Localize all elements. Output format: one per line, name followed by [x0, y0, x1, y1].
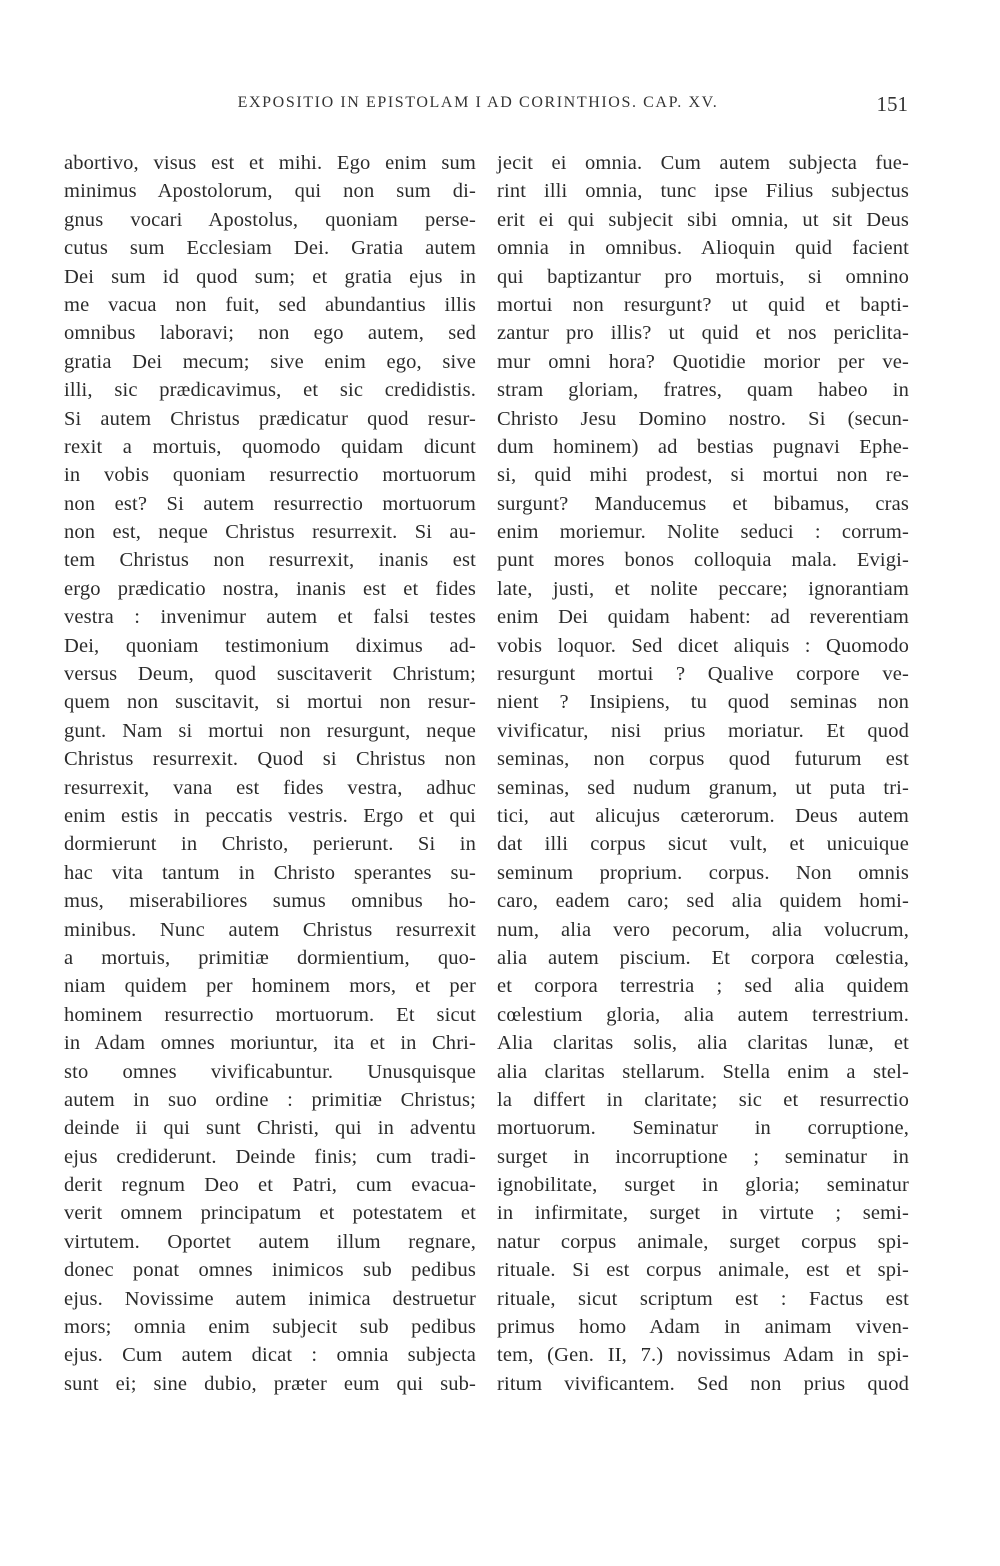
text-line: a mortuis, primitiæ dormientium, quo- — [64, 946, 476, 969]
text-line: mur omni hora? Quotidie morior per ve- — [497, 350, 909, 373]
text-line: hac vita tantum in Christo sperantes su- — [64, 861, 476, 884]
text-line: omnibus laboravi; non ego autem, sed — [64, 322, 476, 345]
text-line: dat illi corpus sicut vult, et unicuique — [497, 833, 909, 856]
text-line: gnus vocari Apostolus, quoniam perse- — [64, 208, 476, 231]
text-line: hominem resurrectio mortuorum. Et sicut — [64, 1003, 476, 1026]
text-line: illi, sic prædicavimus, et sic credidistis. — [64, 379, 476, 402]
text-line: ejus. Novissime autem inimica destruetur — [64, 1287, 476, 1310]
text-line: punt mores bonos colloquia mala. Evigi- — [497, 549, 909, 572]
text-line: num, alia vero pecorum, alia volucrum, — [497, 918, 909, 941]
text-line: Dei, quoniam testimonium diximus ad- — [64, 634, 476, 657]
text-line: caro, eadem caro; sed alia quidem homi- — [497, 890, 909, 913]
text-line: rituale. Si est corpus animale, est et spi- — [497, 1259, 909, 1282]
text-line: ejus. Cum autem dicat : omnia subjecta — [64, 1344, 476, 1367]
text-line: ritum vivificantem. Sed non prius quod — [497, 1372, 909, 1395]
text-line: nient ? Insipiens, tu quod seminas non — [497, 691, 909, 714]
left-text-column — [64, 149, 476, 1398]
text-line: versus Deum, quod suscitaverit Christum; — [64, 663, 476, 686]
text-line: mortui non resurgunt? ut quid et bapti- — [497, 293, 909, 316]
text-line: si, quid mihi prodest, si mortui non re- — [497, 464, 909, 487]
text-line: niam quidem per hominem mors, et per — [64, 975, 476, 998]
text-line: rituale, sicut scriptum est : Factus est — [497, 1287, 909, 1310]
text-line: mortuorum. Seminatur in corruptione, — [497, 1117, 909, 1140]
text-line: gratia Dei mecum; sive enim ego, sive — [64, 350, 476, 373]
text-line: surget in incorruptione ; seminatur in — [497, 1145, 909, 1168]
text-line: qui baptizantur pro mortuis, si omnino — [497, 265, 909, 288]
text-line: minibus. Nunc autem Christus resurrexit — [64, 918, 476, 941]
text-line: seminum proprium. corpus. Non omnis — [497, 861, 909, 884]
text-line: sunt ei; sine dubio, præter eum qui sub- — [64, 1372, 476, 1395]
text-line: omnia in omnibus. Alioquin quid facient — [497, 237, 909, 260]
text-line: cœlestium gloria, alia autem terrestrium. — [497, 1003, 909, 1026]
text-line: verit omnem principatum et potestatem et — [64, 1202, 476, 1225]
text-line: Dei sum id quod sum; et gratia ejus in — [64, 265, 476, 288]
text-line: seminas, sed nudum granum, ut puta tri- — [497, 776, 909, 799]
text-line: non est, neque Christus resurrexit. Si au- — [64, 521, 476, 544]
text-line: quem non suscitavit, si mortui non resur- — [64, 691, 476, 714]
text-line: enim estis in peccatis vestris. Ergo et qui — [64, 804, 476, 827]
text-line: deinde ii qui sunt Christi, qui in adventu — [64, 1117, 476, 1140]
text-line: rexit a mortuis, quomodo quidam dicunt — [64, 435, 476, 458]
text-line: tem, (Gen. II, 7.) novissimus Adam in spi- — [497, 1344, 909, 1367]
text-line: vivificatur, nisi prius moriatur. Et quod — [497, 719, 909, 742]
text-line: Si autem Christus prædicatur quod resur- — [64, 407, 476, 430]
text-line: seminas, non corpus quod futurum est — [497, 748, 909, 771]
right-text-column — [497, 149, 909, 1398]
text-line: vobis loquor. Sed dicet aliquis : Quomodo — [497, 634, 909, 657]
text-line: derit regnum Deo et Patri, cum evacua- — [64, 1174, 476, 1197]
running-title: EXPOSITIO IN EPISTOLAM I AD CORINTHIOS. CAP. XV. — [237, 94, 719, 111]
text-line: autem in suo ordine : primitiæ Christus; — [64, 1088, 476, 1111]
text-line: Alia claritas solis, alia claritas lunæ, et — [497, 1032, 909, 1055]
text-line: natur corpus animale, surget corpus spi- — [497, 1230, 909, 1253]
text-line: dum hominem) ad bestias pugnavi Ephe- — [497, 435, 909, 458]
text-line: tem Christus non resurrexit, inanis est — [64, 549, 476, 572]
text-line: in vobis quoniam resurrectio mortuorum — [64, 464, 476, 487]
text-line: tici, aut alicujus cæterorum. Deus autem — [497, 804, 909, 827]
text-line: late, justi, et nolite peccare; ignorantiam — [497, 577, 909, 600]
text-line: dormierunt in Christo, perierunt. Si in — [64, 833, 476, 856]
text-line: Christus resurrexit. Quod si Christus non — [64, 748, 476, 771]
text-line: mus, miserabiliores sumus omnibus ho- — [64, 890, 476, 913]
page-number: 151 — [876, 92, 908, 116]
text-line: mors; omnia enim subjecit sub pedibus — [64, 1316, 476, 1339]
text-line: ergo prædicatio nostra, inanis est et fides — [64, 577, 476, 600]
text-line: jecit ei omnia. Cum autem subjecta fue- — [497, 152, 909, 174]
text-line: vestra : invenimur autem et falsi testes — [64, 606, 476, 629]
text-line: ejus crediderunt. Deinde finis; cum tradi- — [64, 1145, 476, 1168]
text-line: erit ei qui subjecit sibi omnia, ut sit Deus — [497, 208, 909, 231]
text-line: in infirmitate, surget in virtute ; semi- — [497, 1202, 909, 1225]
text-line: enim Dei quidam habent: ad reverentiam — [497, 606, 909, 629]
text-line: primus homo Adam in animam viven- — [497, 1316, 909, 1339]
text-line: resurrexit, vana est fides vestra, adhuc — [64, 776, 476, 799]
text-line: resurgunt mortui ? Qualive corpore ve- — [497, 663, 909, 686]
text-line: Christo Jesu Domino nostro. Si (secun- — [497, 407, 909, 430]
text-line: alia autem piscium. Et corpora cœlestia, — [497, 946, 909, 969]
text-line: minimus Apostolorum, qui non sum di- — [64, 180, 476, 203]
text-line: in Adam omnes moriuntur, ita et in Chri- — [64, 1032, 476, 1055]
text-line: zantur pro illis? ut quid et nos periclita- — [497, 322, 909, 345]
text-line: enim moriemur. Nolite seduci : corrum- — [497, 521, 909, 544]
text-line: donec ponat omnes inimicos sub pedibus — [64, 1259, 476, 1282]
text-line: gunt. Nam si mortui non resurgunt, neque — [64, 719, 476, 742]
text-line: virtutem. Oportet autem illum regnare, — [64, 1230, 476, 1253]
text-line: stram gloriam, fratres, quam habeo in — [497, 379, 909, 402]
text-line: et corpora terrestria ; sed alia quidem — [497, 975, 909, 998]
text-line: ignobilitate, surget in gloria; seminatur — [497, 1174, 909, 1197]
text-line: abortivo, visus est et mihi. Ego enim sum — [64, 152, 476, 174]
text-line: cutus sum Ecclesiam Dei. Gratia autem — [64, 237, 476, 260]
text-line: alia claritas stellarum. Stella enim a stel- — [497, 1060, 909, 1083]
text-line: me vacua non fuit, sed abundantius illis — [64, 293, 476, 316]
text-line: la differt in claritate; sic et resurrectio — [497, 1088, 909, 1111]
text-line: non est? Si autem resurrectio mortuorum — [64, 492, 476, 515]
text-line: sto omnes vivificabuntur. Unusquisque — [64, 1060, 476, 1083]
text-line: rint illi omnia, tunc ipse Filius subjectus — [497, 180, 909, 203]
text-line: surgunt? Manducemus et bibamus, cras — [497, 492, 909, 515]
